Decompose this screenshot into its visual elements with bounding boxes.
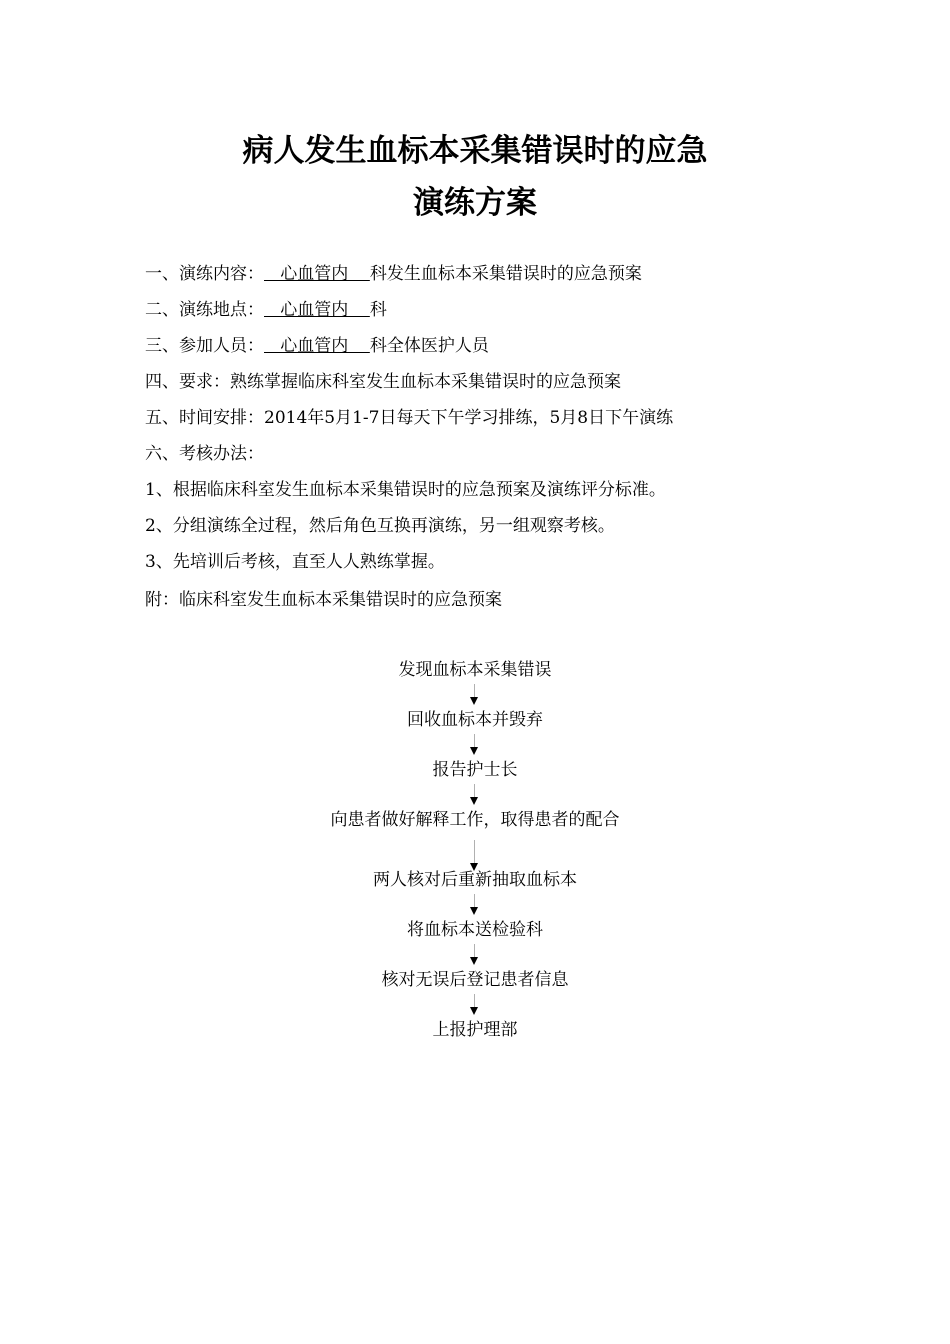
item-location-prefix: 二、演练地点： [145, 300, 264, 320]
flow-arrow-line [474, 734, 475, 748]
flow-step: 将血标本送检验科 [407, 920, 543, 940]
page-title-line-2: 演练方案 [413, 185, 537, 221]
flow-step: 报告护士长 [432, 760, 518, 780]
flow-arrow-line [474, 684, 475, 698]
flow-step: 上报护理部 [432, 1020, 518, 1040]
appendix-note: 附：临床科室发生血标本采集错误时的应急预案 [145, 590, 502, 610]
item-content-suffix: 科发生血标本采集错误时的应急预案 [369, 264, 642, 284]
item-participants-department: 心血管内 [264, 336, 370, 356]
item-requirement: 四、要求：熟练掌握临床科室发生血标本采集错误时的应急预案 [145, 372, 621, 392]
flow-arrow-head [470, 697, 478, 705]
flow-step: 回收血标本并毁弃 [407, 710, 543, 730]
item-assessment: 六、考核办法： [145, 444, 264, 464]
flow-arrow-line [474, 840, 475, 864]
flow-arrow-head [470, 747, 478, 755]
item-participants-suffix: 科全体医护人员 [369, 336, 489, 356]
flow-step: 向患者做好解释工作，取得患者的配合 [330, 810, 620, 830]
assessment-point-3: 3、先培训后考核，直至人人熟练掌握。 [145, 552, 445, 572]
flow-step: 核对无误后登记患者信息 [381, 970, 569, 990]
assessment-point-1: 1、根据临床科室发生血标本采集错误时的应急预案及演练评分标准。 [145, 480, 666, 500]
item-participants-prefix: 三、参加人员： [145, 336, 264, 356]
page-title-line-1: 病人发生血标本采集错误时的应急 [242, 133, 708, 169]
flow-arrow-line [474, 894, 475, 908]
item-content-department: 心血管内 [264, 264, 370, 284]
item-location-department: 心血管内 [264, 300, 370, 320]
flow-arrow-line [474, 994, 475, 1008]
flow-arrow-line [474, 784, 475, 798]
item-location-suffix: 科 [369, 300, 387, 320]
flow-arrow-head [470, 1007, 478, 1015]
flow-arrow-head [470, 907, 478, 915]
flow-arrow-head [470, 957, 478, 965]
item-content-prefix: 一、演练内容： [145, 264, 264, 284]
assessment-point-2: 2、分组演练全过程，然后角色互换再演练，另一组观察考核。 [145, 516, 615, 536]
flow-arrow-line [474, 944, 475, 958]
flow-arrow-head [470, 797, 478, 805]
flow-step: 两人核对后重新抽取血标本 [373, 870, 577, 890]
item-schedule: 五、时间安排：2014年5月1-7日每天下午学习排练，5月8日下午演练 [145, 408, 674, 428]
flow-step: 发现血标本采集错误 [398, 660, 552, 680]
